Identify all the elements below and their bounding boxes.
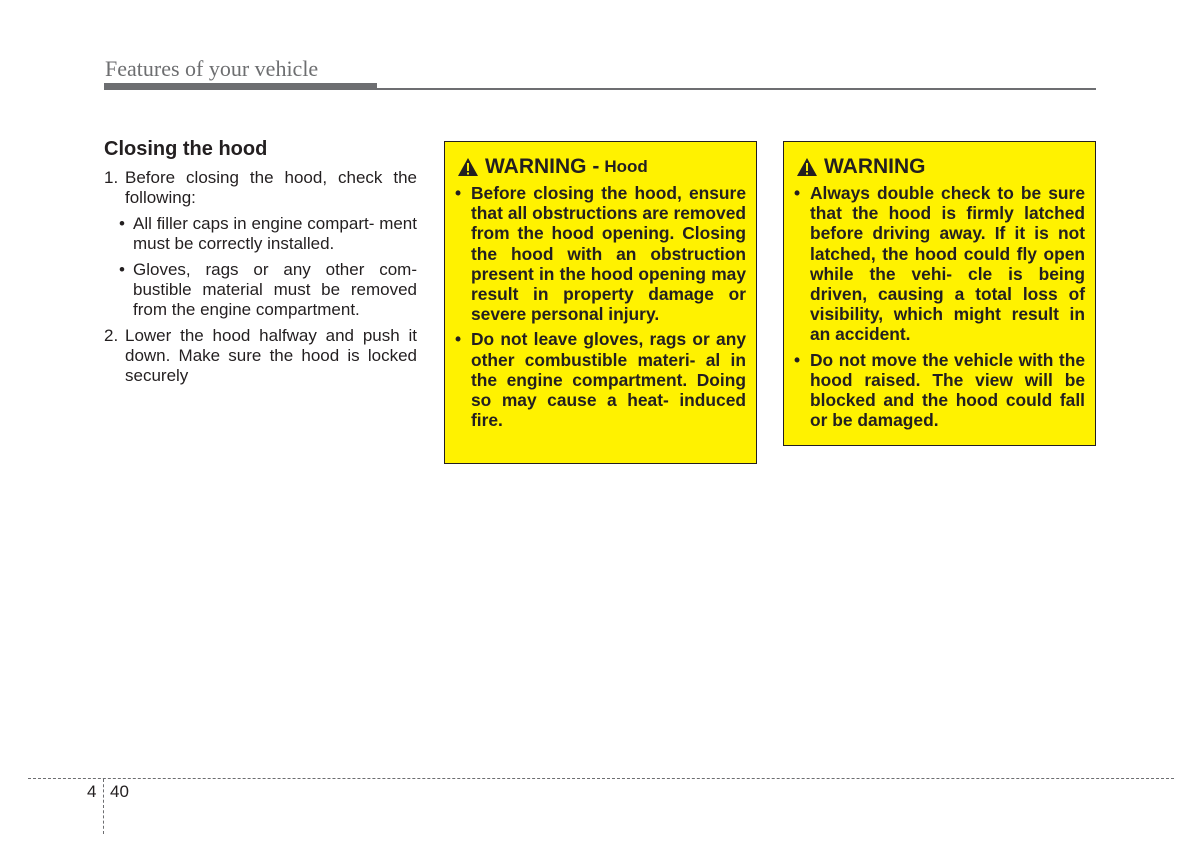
- bullet-mark: •: [455, 183, 462, 203]
- instruction-step-2: [104, 326, 417, 386]
- warning-item-text: Do not move the vehicle with the hood raised. The view will be blocked and the hood could fall or be damaged.: [810, 349, 1085, 431]
- step-text: Before closing the hood, check the following:: [125, 168, 417, 207]
- bullet-mark: •: [119, 214, 125, 233]
- warning-item-text: Always double check to be sure that the hood is firmly latched before driving away. If it is not latched, the hood could fly open while the vehi- cle is being driven, causing a total loss of visibility, which might result in an accident.: [810, 183, 1085, 345]
- warning-item: [455, 183, 746, 324]
- warning-item-text: Do not leave gloves, rags or any other combustible materi- al in the engine compartment. Doing so may cause a heat- induced fire.: [471, 329, 746, 431]
- warning-triangle-icon: [796, 157, 818, 177]
- bullet-mark: •: [119, 260, 125, 279]
- checklist-text: All filler caps in engine compart- ment must be correctly installed.: [133, 214, 417, 253]
- bullet-mark: •: [455, 329, 462, 350]
- warning-heading-text: WARNING: [824, 155, 926, 178]
- section-title: Closing the hood: [104, 138, 268, 160]
- warning-heading-text: WARNING -: [485, 155, 600, 178]
- bullet-mark: •: [794, 349, 801, 370]
- instructions-column: [104, 138, 417, 386]
- warning-item: [794, 183, 1085, 345]
- page-number: 40: [110, 782, 129, 801]
- bullet-mark: •: [794, 183, 801, 203]
- step-number: 1.: [104, 168, 119, 187]
- warning-triangle-icon: [457, 157, 479, 177]
- warning-heading-subject: Hood: [604, 157, 648, 176]
- footer-rule: [28, 778, 1174, 779]
- footer-divider: [103, 779, 104, 834]
- warning-item: [455, 329, 746, 430]
- instruction-step-1: [104, 168, 417, 208]
- chapter-number: 4: [87, 782, 97, 801]
- checklist-item: [104, 260, 417, 320]
- step-number: 2.: [104, 326, 119, 345]
- warning-item-text: Before closing the hood, ensure that all obstructions are removed from the hood opening. Closing the hood with an obstruction present in the hood opening may result in property damage or severe personal injury.: [471, 183, 746, 325]
- warning-box-general: [783, 141, 1096, 446]
- warning-box-hood: [444, 141, 757, 464]
- page-header-title: Features of your vehicle: [105, 56, 319, 81]
- step-text: Lower the hood halfway and push it down. Make sure the hood is locked securely: [125, 326, 417, 385]
- warning-heading: [455, 152, 746, 182]
- checklist-text: Gloves, rags or any other com- bustible material must be removed from the engine compartment.: [133, 260, 417, 319]
- header-rule-thin: [377, 88, 1096, 90]
- header-rule-thick: [104, 83, 377, 90]
- warning-item: [794, 350, 1085, 431]
- warning-heading: [794, 152, 1085, 182]
- checklist-item: [104, 214, 417, 254]
